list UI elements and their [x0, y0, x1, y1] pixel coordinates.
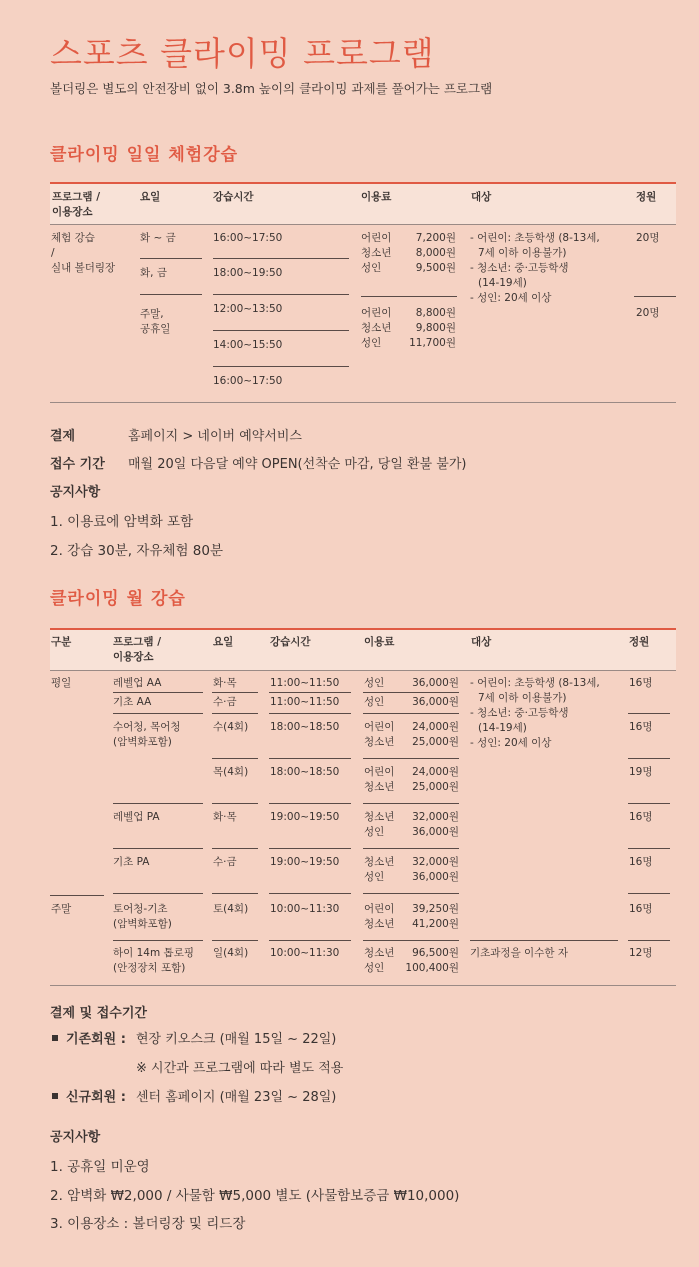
m-target: - 어린이: 초등학생 (8-13세, 7세 이하 이용불가) - 청소년: 중·고등학생 (14-19세) - 성인: 20세 이상 [470, 677, 600, 749]
m-row-capacity: 16명 [629, 811, 653, 823]
bullet-icon [52, 1035, 58, 1041]
monthly-pay-title: 결제 및 접수기간 [50, 1006, 147, 1021]
daily-notice-1: 1. 이용료에 암벽화 포함 [50, 514, 194, 530]
m-category-weekday: 평일 [51, 677, 72, 689]
col-capacity: 정원 [636, 191, 657, 203]
daily-pay-label: 결제 [50, 429, 76, 444]
m-row-day: 토(4회) [213, 903, 249, 915]
monthly-notice-2: 2. 암벽화 ₩2,000 / 사물함 ₩5,000 별도 (사물함보증금 ₩10,000) [50, 1188, 460, 1204]
m-row-fee-value: 36,000원 [412, 677, 459, 689]
m-row-program: 수어청, 목어청 (암벽화포함) [113, 721, 181, 748]
daily-day-2: 화, 금 [140, 267, 167, 279]
m-col-day: 요일 [213, 636, 234, 648]
daily-target: - 어린이: 초등학생 (8-13세, 7세 이하 이용불가) - 청소년: 중·고등학생 (14-19세) - 성인: 20세 이상 [470, 232, 600, 304]
m-row-day: 화·목 [213, 677, 237, 689]
existing-member-value: 현장 키오스크 (매월 15일 ~ 22일) [136, 1032, 337, 1047]
m-row-program: 기초 AA [113, 696, 152, 708]
m-row-fee-labels: 청소년 성인 [364, 811, 395, 838]
daily-capacity-2: 20명 [636, 307, 660, 319]
daily-fee-labels-2: 어린이 청소년 성인 [361, 307, 392, 349]
m-col-time: 강습시간 [270, 636, 311, 648]
m-row-day: 수(4회) [213, 721, 249, 733]
m-row-day: 목(4회) [213, 766, 249, 778]
m-row-fee-values: 32,000원 36,000원 [412, 856, 459, 883]
m-col-fee: 이용료 [364, 636, 395, 648]
monthly-notice-1: 1. 공휴일 미운영 [50, 1159, 150, 1175]
m-row-day: 수·금 [213, 856, 237, 868]
daily-time-4: 14:00~15:50 [213, 339, 283, 351]
m-row-capacity: 16명 [629, 677, 653, 689]
daily-time-2: 18:00~19:50 [213, 267, 283, 279]
col-time: 강습시간 [213, 191, 254, 203]
col-fee: 이용료 [361, 191, 392, 203]
m-row-fee-label: 성인 [364, 696, 385, 708]
m-row-time: 18:00~18:50 [270, 766, 340, 778]
monthly-notice-3: 3. 이용장소 : 볼더링장 및 리드장 [50, 1216, 246, 1232]
m-row-time: 10:00~11:30 [270, 947, 340, 959]
daily-day-3: 주말, 공휴일 [140, 308, 171, 335]
daily-fee-values-2: 8,800원 9,800원 11,700원 [409, 307, 456, 349]
daily-time-1: 16:00~17:50 [213, 232, 283, 244]
m-row-fee-values: 96,500원 100,400원 [405, 947, 459, 974]
m-row-fee-values: 24,000원 25,000원 [412, 766, 459, 793]
daily-time-3: 12:00~13:50 [213, 303, 283, 315]
m-row-time: 19:00~19:50 [270, 811, 340, 823]
m-row-capacity: 19명 [629, 766, 653, 778]
m-row-time: 11:00~11:50 [270, 677, 340, 689]
page-subtitle: 볼더링은 별도의 안전장비 없이 3.8m 높이의 클라이밍 과제를 풀어가는 프로그램 [50, 81, 493, 96]
m-row-time: 19:00~19:50 [270, 856, 340, 868]
m-row-fee-labels: 어린이 청소년 [364, 903, 395, 930]
existing-member-label: 기존회원 : [66, 1032, 126, 1047]
m-row-program: 레벨업 AA [113, 677, 162, 689]
page-title: 스포츠 클라이밍 프로그램 [50, 34, 435, 73]
daily-notice-2: 2. 강습 30분, 자유체험 80분 [50, 543, 224, 559]
m-row-fee-labels: 청소년 성인 [364, 947, 395, 974]
monthly-heading: 클라이밍 월 강습 [50, 589, 186, 609]
daily-heading: 클라이밍 일일 체험강습 [50, 145, 239, 165]
new-member-value: 센터 홈페이지 (매월 23일 ~ 28일) [136, 1090, 337, 1105]
daily-fee-labels-1: 어린이 청소년 성인 [361, 232, 392, 274]
m-row-capacity: 12명 [629, 947, 653, 959]
m-row-time: 11:00~11:50 [270, 696, 340, 708]
m-row-fee-labels: 어린이 청소년 [364, 766, 395, 793]
m-row-capacity: 16명 [629, 721, 653, 733]
m-row-program: 하이 14m 톱로핑 (안정장치 포함) [113, 947, 194, 974]
m-row-fee-values: 39,250원 41,200원 [412, 903, 459, 930]
m-row-capacity: 16명 [629, 903, 653, 915]
m-col-category: 구분 [51, 636, 72, 648]
daily-period-label: 접수 기간 [50, 457, 105, 472]
m-row-fee-label: 성인 [364, 677, 385, 689]
m-col-program: 프로그램 / 이용장소 [113, 636, 162, 663]
m-row-day: 수·금 [213, 696, 237, 708]
m-row-fee-labels: 어린이 청소년 [364, 721, 395, 748]
m-row-time: 18:00~18:50 [270, 721, 340, 733]
monthly-notice-title: 공지사항 [50, 1130, 101, 1145]
existing-member-note: ※ 시간과 프로그램에 따라 별도 적용 [136, 1061, 344, 1076]
daily-capacity-1: 20명 [636, 232, 660, 244]
m-row-target: 기초과정을 이수한 자 [470, 947, 568, 959]
col-target: 대상 [471, 191, 492, 203]
m-row-capacity: 16명 [629, 856, 653, 868]
m-row-fee-labels: 청소년 성인 [364, 856, 395, 883]
m-row-fee-values: 32,000원 36,000원 [412, 811, 459, 838]
m-row-fee-value: 36,000원 [412, 696, 459, 708]
new-member-label: 신규회원 : [66, 1090, 126, 1105]
daily-pay-value: 홈페이지 > 네이버 예약서비스 [128, 429, 302, 444]
m-row-time: 10:00~11:30 [270, 903, 340, 915]
m-row-program: 레벨업 PA [113, 811, 160, 823]
daily-day-1: 화 ~ 금 [140, 232, 176, 244]
m-row-day: 화·목 [213, 811, 237, 823]
bullet-icon [52, 1093, 58, 1099]
m-row-program: 기초 PA [113, 856, 150, 868]
daily-fee-values-1: 7,200원 8,000원 9,500원 [415, 232, 456, 274]
m-row-program: 토어청-기초 (암벽화포함) [113, 903, 172, 930]
col-day: 요일 [140, 191, 161, 203]
daily-program: 체험 강습 / 실내 볼더링장 [51, 232, 116, 274]
m-col-capacity: 정원 [629, 636, 650, 648]
m-row-fee-values: 24,000원 25,000원 [412, 721, 459, 748]
col-program: 프로그램 / 이용장소 [52, 191, 101, 218]
m-category-weekend: 주말 [51, 903, 72, 915]
daily-period-value: 매월 20일 다음달 예약 OPEN(선착순 마감, 당일 환불 불가) [128, 457, 467, 472]
m-row-day: 일(4회) [213, 947, 249, 959]
m-col-target: 대상 [471, 636, 492, 648]
daily-time-5: 16:00~17:50 [213, 375, 283, 387]
daily-notice-title: 공지사항 [50, 485, 101, 500]
